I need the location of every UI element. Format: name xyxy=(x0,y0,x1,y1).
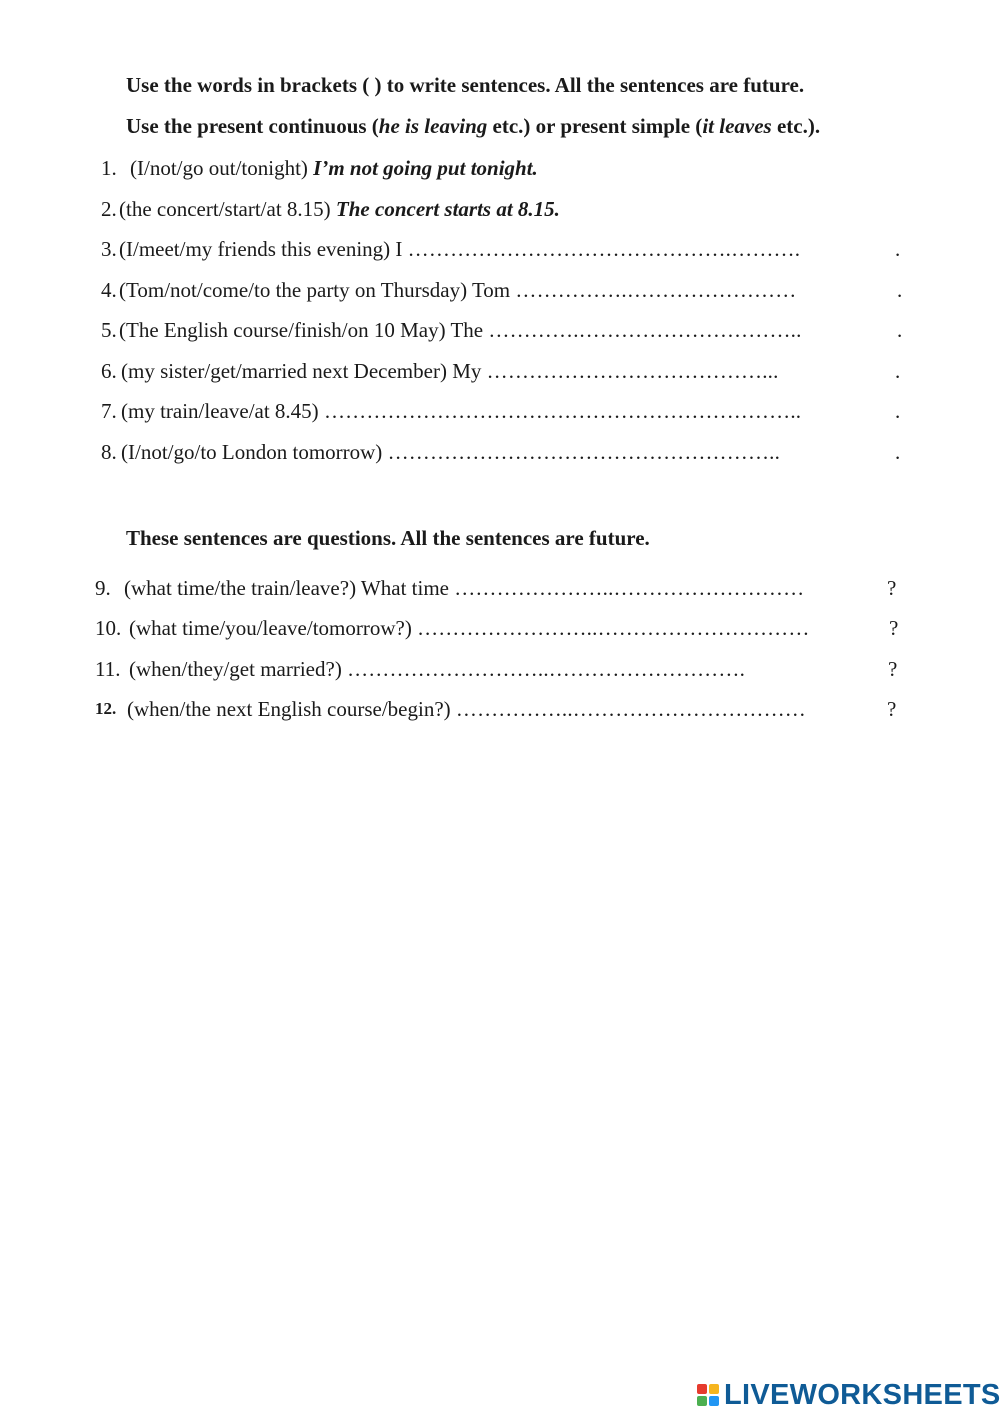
question-mark: ? xyxy=(888,657,898,681)
item-prompt: (my sister/get/married next December) My xyxy=(121,359,482,383)
item-prompt: (Tom/not/come/to the party on Thursday) Tom xyxy=(119,278,511,302)
logo-mark-icon xyxy=(697,1382,721,1408)
item-prompt: (when/the next English course/begin?) xyxy=(127,697,451,721)
answer-blank[interactable]: ………………………..………………………. xyxy=(347,657,746,681)
instruction-part: etc.). xyxy=(771,114,821,138)
item-line xyxy=(124,574,804,602)
item-end-mark: . xyxy=(897,278,903,302)
answer-blank[interactable]: ……………..…………………………… xyxy=(455,697,807,721)
item-prompt: (my train/leave/at 8.45) xyxy=(121,399,319,423)
item-line xyxy=(119,235,800,263)
item-prompt: (I/not/go out/tonight) xyxy=(130,156,308,180)
item-line xyxy=(119,316,802,344)
item-end-mark: . xyxy=(895,440,901,464)
answer-blank[interactable]: …………….…………………… xyxy=(515,278,797,302)
item-prompt: (I/meet/my friends this evening) I xyxy=(119,237,403,261)
item-prompt: (what time/the train/leave?) What time xyxy=(124,576,449,600)
item-line xyxy=(121,397,801,425)
item-prompt: (what time/you/leave/tomorrow?) xyxy=(129,616,412,640)
item-end-mark: . xyxy=(895,399,901,423)
question-mark: ? xyxy=(889,616,899,640)
logo-square-1 xyxy=(697,1384,707,1394)
item-line xyxy=(121,438,780,466)
item-number: 12. xyxy=(95,699,117,718)
answer-blank[interactable]: ……………………………………….………. xyxy=(407,237,801,261)
questions-instruction: These sentences are questions. All the sentences are future. xyxy=(126,526,650,550)
logo-square-4 xyxy=(709,1396,719,1406)
logo-square-3 xyxy=(697,1396,707,1406)
item-number: 10. xyxy=(95,616,122,640)
liveworksheets-logo[interactable] xyxy=(697,1380,1000,1410)
item-number: 9. xyxy=(95,576,111,600)
item-number: 7. xyxy=(101,399,117,423)
item-prompt: (when/they/get married?) xyxy=(129,657,342,681)
logo-square-2 xyxy=(709,1384,719,1394)
item-number: 5. xyxy=(101,318,117,342)
item-line xyxy=(130,154,538,182)
item-line xyxy=(119,276,796,304)
answer-blank[interactable]: ………………………………………………………….. xyxy=(323,399,802,423)
answer-blank[interactable]: ……………………..………………………… xyxy=(417,616,810,640)
item-number: 8. xyxy=(101,440,117,464)
item-end-mark: . xyxy=(895,237,901,261)
item-number: 3. xyxy=(101,237,117,261)
answer-blank[interactable]: …………………………………... xyxy=(486,359,779,383)
answer-blank[interactable]: …………………..……………………… xyxy=(454,576,805,600)
item-line xyxy=(129,614,810,642)
instruction-part: etc.) or present simple ( xyxy=(487,114,703,138)
instruction-line-1: Use the words in brackets ( ) to write sentences. All the sentences are future. xyxy=(126,73,805,97)
item-prompt: (the concert/start/at 8.15) xyxy=(119,197,331,221)
example-answer: I’m not going put tonight. xyxy=(313,156,538,180)
item-line xyxy=(127,695,806,723)
logo-text: LIVEWORKSHEETS xyxy=(724,1378,1000,1411)
instruction-example-simple: it leaves xyxy=(702,114,772,138)
answer-blank[interactable]: ……………………………………………….. xyxy=(387,440,781,464)
item-number: 6. xyxy=(101,359,117,383)
instruction-example-continuous: he is leaving xyxy=(378,114,488,138)
answer-blank[interactable]: ………….………………………….. xyxy=(488,318,802,342)
item-prompt: (I/not/go/to London tomorrow) xyxy=(121,440,383,464)
item-line xyxy=(121,357,779,385)
instruction-part: Use the present continuous ( xyxy=(126,114,379,138)
item-line xyxy=(129,655,745,683)
question-mark: ? xyxy=(887,576,897,600)
question-mark: ? xyxy=(887,697,897,721)
item-end-mark: . xyxy=(895,359,901,383)
item-prompt: (The English course/finish/on 10 May) The xyxy=(119,318,484,342)
item-number: 1. xyxy=(101,156,117,180)
item-number: 2. xyxy=(101,197,117,221)
item-number: 4. xyxy=(101,278,117,302)
item-end-mark: . xyxy=(897,318,903,342)
example-answer: The concert starts at 8.15. xyxy=(335,197,560,221)
instruction-line-2 xyxy=(126,114,820,139)
item-line xyxy=(119,195,560,223)
item-number: 11. xyxy=(95,657,121,681)
